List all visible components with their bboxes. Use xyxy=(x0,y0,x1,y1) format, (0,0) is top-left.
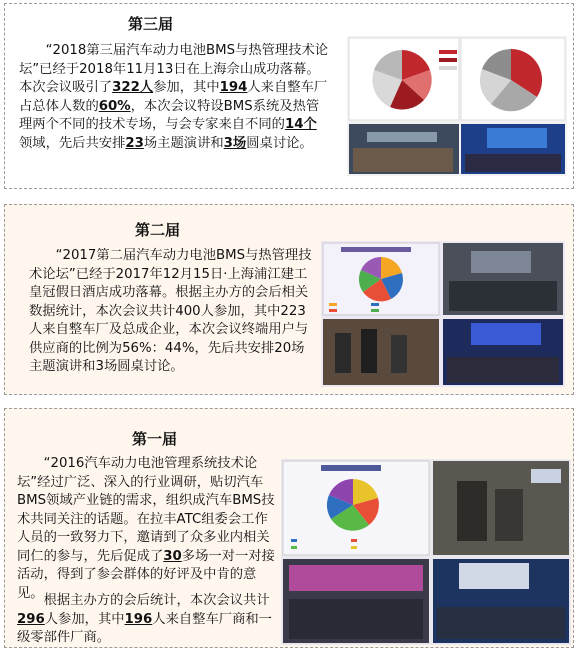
text-run: 圆桌讨论。 xyxy=(246,135,313,151)
event-photo-collage xyxy=(281,459,571,645)
section-heading: 第三届 xyxy=(128,15,174,33)
text-run: 人参加，其中 xyxy=(44,611,125,627)
event-photo-collage xyxy=(321,241,565,387)
text-run: “2018第三届汽车动力电池BMS与热管理技术论坛”已经于2018年11月13日在上海佘山成功落幕。本次会议吸引了 xyxy=(19,43,329,95)
pie-chart xyxy=(359,257,403,301)
text-run: 多场一对一对接活动，得到了参会群体的好评及中肯的意见。 xyxy=(17,548,275,601)
section-heading: 第一届 xyxy=(132,430,178,448)
collage-graphics xyxy=(347,36,567,176)
highlight-number: 14个 xyxy=(284,117,317,132)
collage-graphics xyxy=(321,241,565,387)
text-run: 人来自整车厂占总体人数的 xyxy=(19,80,328,114)
text-run: 场主题演讲和 xyxy=(143,135,224,151)
highlight-number: 196 xyxy=(124,611,153,627)
text-run: 人来自整车厂商和一级零部件厂商。 xyxy=(17,611,272,645)
section-heading: 第二届 xyxy=(135,221,181,239)
pie-chart xyxy=(327,479,379,531)
section-first-edition xyxy=(4,408,574,648)
event-photo-collage xyxy=(347,36,567,176)
section-paragraph-stats xyxy=(17,592,281,648)
collage-graphics xyxy=(281,459,571,645)
section-second-edition xyxy=(4,204,574,395)
highlight-number: 296 xyxy=(17,611,45,627)
section-third-edition xyxy=(4,3,574,189)
text-run: 领域，先后共安排 xyxy=(19,135,126,151)
section-paragraph xyxy=(19,42,329,153)
highlight-number: 194 xyxy=(219,80,248,95)
text-run: ，本次会议特设BMS系统及热管理两个不同的技术专场，与会专家来自不同的 xyxy=(19,98,320,132)
pie-chart-right xyxy=(480,49,542,111)
highlight-number: 23 xyxy=(125,135,144,151)
highlight-number: 60% xyxy=(98,98,131,114)
text-run: 根据主办方的会后统计，本次会议共计 xyxy=(43,593,270,608)
highlight-number: 30 xyxy=(163,548,182,564)
highlight-number: 3场 xyxy=(223,135,247,151)
section-paragraph: “2017第二届汽车动力电池BMS与热管理技术论坛”已经于2017年12月15日·上海浦江建工皇冠假日酒店成功落幕。根据主办方的会后相关数据统计，本次会议共计400人参加，其中223人来自整车厂及总成企业，本次会议终端用户与供应商的比例为56%：44%，先后共安排20场主题演讲和3场圆桌讨论。 xyxy=(29,248,312,374)
highlight-number: 322人 xyxy=(112,80,154,95)
text-run: 参加，其中 xyxy=(153,80,220,95)
section-paragraph xyxy=(17,455,281,603)
pie-chart-left xyxy=(372,50,431,110)
text-run: “2016汽车动力电池管理系统技术论坛”经过广泛、深入的行业调研，贴切汽车BMS领域产业链的需求，组织成汽车BMS技术共同关注的话题。在拉丰ATC组委会工作人员的一致努力下，邀请到了众多业内相关同仁的参与，先后促成了 xyxy=(17,456,275,564)
